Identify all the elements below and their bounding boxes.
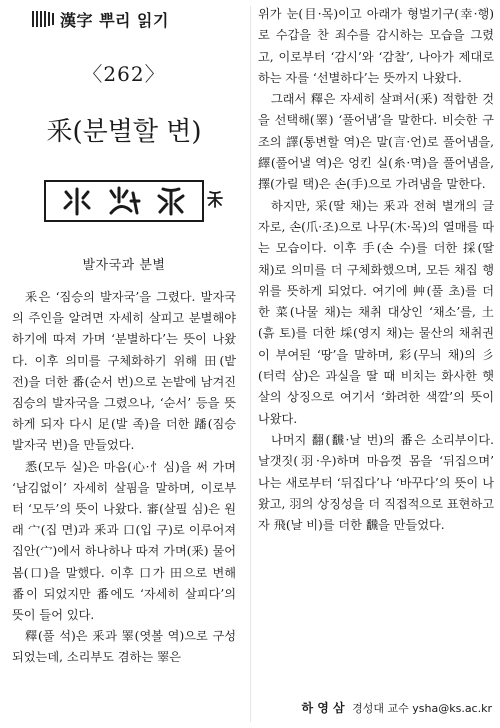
paragraph: 釋(풀 석)은 釆과 睪(엿볼 역)으로 구성되었는데, 소리부도 겸하는 睪은 [12,629,236,665]
headword-title: 釆(분별할 변) [46,117,202,147]
author-email[interactable]: ysha@ks.ac.kr [412,702,492,715]
left-column [4,4,244,669]
author-name: 하 영 삼 [301,701,345,715]
author-affiliation: 경성대 교수 [352,702,409,715]
oracle-bone-glyph-icon [61,186,93,216]
paragraph: 위가 눈(目·목)이고 아래가 형벌기구(幸·행)로 수갑을 찬 죄수를 감시하는 모습을 그렸고, 이로부터 ‘감시’와 ‘감찰’, 나아가 제대로 하는 자를 ‘선별하다’는 뜻까지 나왔다. [258,7,494,85]
bronze-script-glyph-icon [107,185,141,217]
column-divider [250,6,251,722]
series-title: 漢字 뿌리 읽기 [60,10,169,30]
paragraph: 悉(모두 실)은 마음(心·忄심)을 써 가며 ‘남김없이’ 자세히 살핌을 말하며, 이로부터 ‘모두’의 뜻이 나왔다. 審(살필 심)은 원래 宀(집 면)과 釆과 口(입 구)로 이루어져 집안(宀)에서 하나하나 따져 가며(釆) 물어봄(口)을 말했다. 이후 口가 田으로 변해 番이 되었지만 番에도 ‘자세히 살피다’의 뜻이 들어 있다. [12,459,236,623]
right-column [258,4,494,536]
regular-script-glyph-icon [206,190,224,208]
figure-caption: 발자국과 분별 [82,258,166,273]
paragraph: 하지만, 采(딸 채)는 釆과 전혀 별개의 글자로, 손(爪·조)으로 나무(木·목)의 열매를 따는 모습이다. 이후 手(손 수)를 더한 採(딸 채)로 의미를 더 구체화했으며, 모든 채집 행위를 뜻하게 되었다. 여기에 艸(풀 초)를 더한 菜(나물 채)는 채취 대상인 ‘채소’를, 土(흙 토)를 더한 埰(영지 채)는 물산의 채취권이 부여된 ‘땅’을 말하며, 彩(무늬 채)의 彡(터럭 삼)은 과실을 딸 때 비치는 화사한 햇살의 상징으로 여기서 ‘화려한 색깔’의 뜻이 나왔다. [258,198,494,426]
seal-script-glyph-icon [155,186,187,216]
author-byline [301,699,492,716]
left-body-text [4,287,244,669]
book-stack-icon [32,11,54,27]
paragraph: 나머지 翻(飜·날 번)의 番은 소리부이다. 날갯짓(羽·우)하며 마음껏 몸을 ‘뒤집으며’ 나는 새로부터 ‘뒤집다’나 ‘바꾸다’의 뜻이 나왔고, 羽의 상징성을 더 직접적으로 표현하고자 飛(날 비)를 더한 飜을 만들었다. [258,432,494,533]
ancient-script-box [44,180,204,222]
article-number: 〈262〉 [82,62,166,86]
paragraph: 釆은 ‘짐승의 발자국’을 그렸다. 발자국의 주인을 알려면 자세히 살피고 분별해야 하기에 따져 가며 ‘분별하다’는 뜻이 나왔다. 이후 의미를 구체화하기 위해 田(밭 전)을 더한 番(순서 번)으로 논밭에 남겨진 짐승의 발자국을 그렸으나, ‘순서’ 등을 뜻하게 되자 다시 足(발 족)을 더한 蹯(짐승 발자국 번)을 만들었다. [12,290,236,453]
paragraph: 그래서 釋은 자세히 살펴서(釆) 적합한 것을 선택해(睪) ‘풀어냄’을 말한다. 비슷한 구조의 譯(통변할 역)은 말(言·언)로 풀어냄을, 繹(풀어낼 역)은 엉킨 실(糸·멱)을 풀어냄을, 擇(가릴 택)은 손(手)으로 가려냄을 말한다. [258,92,494,192]
series-header [4,4,244,34]
